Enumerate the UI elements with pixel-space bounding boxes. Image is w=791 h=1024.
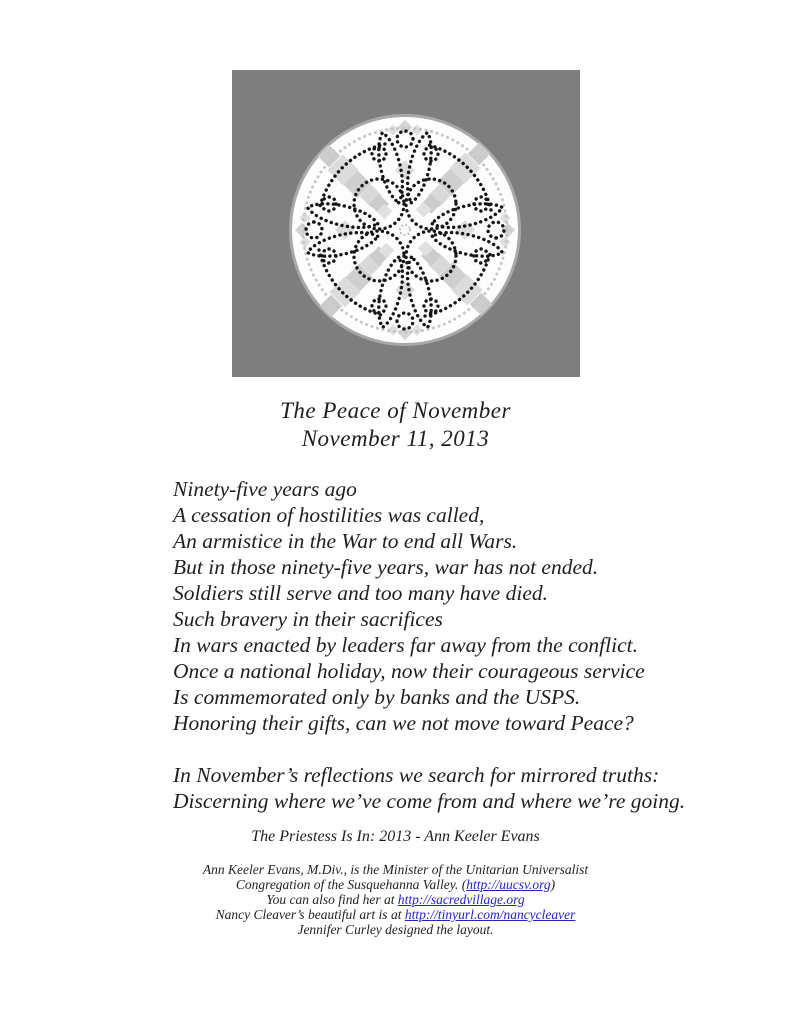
credit-text: You can also find her at bbox=[266, 892, 398, 907]
poem-stanza-2 bbox=[173, 762, 685, 814]
poem-line: Is commemorated only by banks and the USPS. bbox=[173, 685, 581, 709]
credit-line: Jennifer Curley designed the layout. bbox=[297, 922, 494, 937]
poem-stanza-1 bbox=[173, 476, 685, 736]
uucsv-link[interactable]: http://uucsv.org bbox=[466, 877, 551, 892]
artwork-frame bbox=[232, 70, 580, 377]
poem-title: The Peace of November bbox=[280, 398, 511, 423]
credit-text: Nancy Cleaver’s beautiful art is at bbox=[215, 907, 405, 922]
credit-text: ) bbox=[550, 877, 556, 892]
beaded-mandala-artwork bbox=[232, 70, 580, 377]
poem-line: But in those ninety-five years, war has not ended. bbox=[173, 555, 599, 579]
poem-line: In November’s reflections we search for mirrored truths: bbox=[173, 763, 660, 787]
footer-credits bbox=[0, 862, 791, 937]
credit-line bbox=[0, 907, 791, 922]
credit-line: Ann Keeler Evans, M.Div., is the Minister of the Unitarian Universalist bbox=[202, 862, 589, 877]
poem-line: Ninety-five years ago bbox=[173, 477, 357, 501]
poem-line: Discerning where we’ve come from and where we’re going. bbox=[173, 789, 686, 813]
poem-line: Honoring their gifts, can we not move toward Peace? bbox=[173, 711, 634, 735]
poem-line: In wars enacted by leaders far away from the conflict. bbox=[173, 633, 638, 657]
poem-line: Soldiers still serve and too many have died. bbox=[173, 581, 548, 605]
credit-line bbox=[0, 892, 791, 907]
sacredvillage-link[interactable]: http://sacredvillage.org bbox=[397, 892, 525, 907]
poem-date: November 11, 2013 bbox=[301, 426, 490, 451]
credit-line bbox=[0, 877, 791, 892]
title-block bbox=[0, 397, 791, 453]
nancycleaver-link[interactable]: http://tinyurl.com/nancycleaver bbox=[404, 907, 576, 922]
poem-line: Once a national holiday, now their courageous service bbox=[173, 659, 645, 683]
poem-line: A cessation of hostilities was called, bbox=[173, 503, 485, 527]
credit-text: Congregation of the Susquehanna Valley. ( bbox=[235, 877, 467, 892]
attribution-byline: The Priestess Is In: 2013 - Ann Keeler Evans bbox=[251, 828, 540, 845]
poem bbox=[173, 476, 685, 814]
poem-line: Such bravery in their sacrifices bbox=[173, 607, 443, 631]
poem-line: An armistice in the War to end all Wars. bbox=[173, 529, 518, 553]
